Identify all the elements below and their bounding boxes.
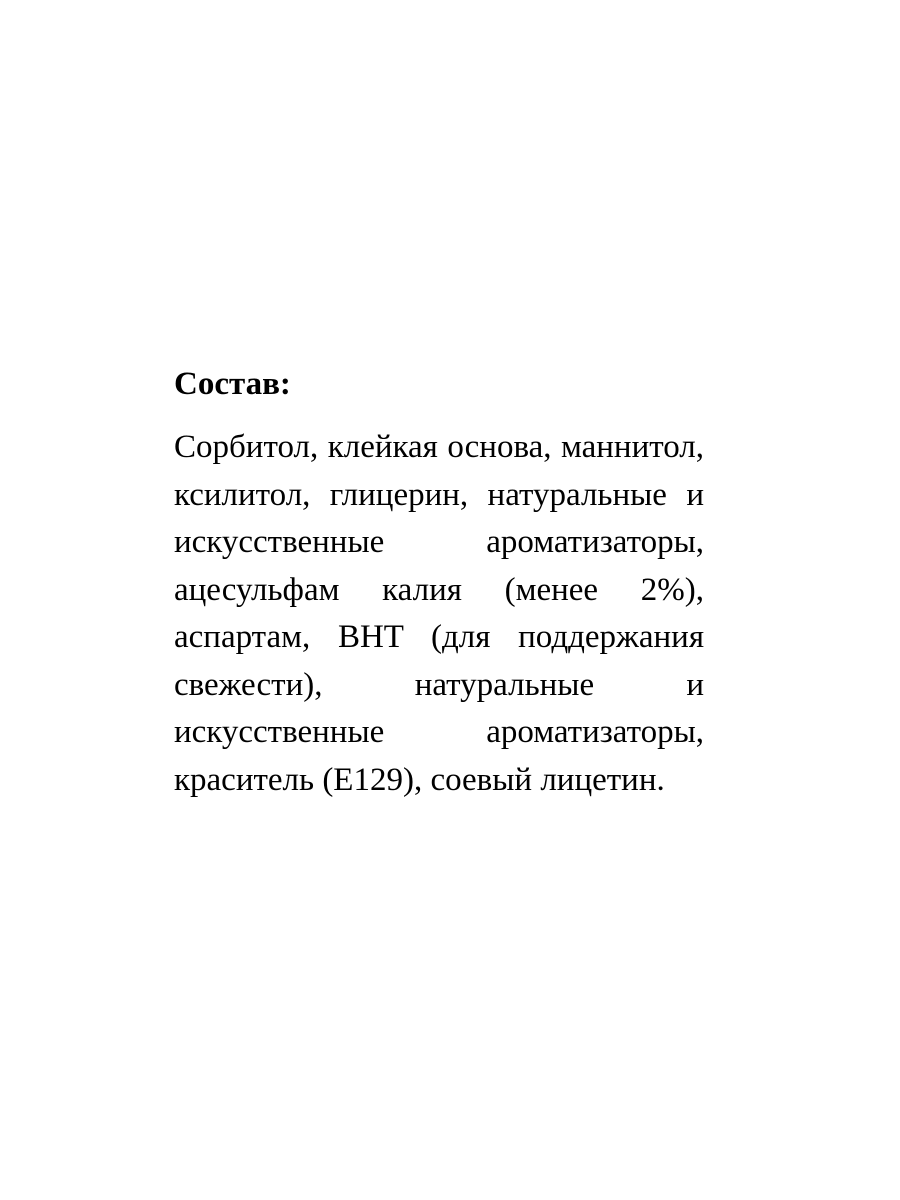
ingredients-section <box>174 362 704 804</box>
ingredients-heading: Состав: <box>174 366 291 402</box>
ingredients-text: Сорбитол, клейкая основа, маннитол, ксилитол, глицерин, натуральные и искусственные ароматизаторы, ацесульфам калия (менее 2%), аспартам, BHT (для поддержания свежести), натуральные и искусственные ароматизаторы, краситель (E129), соевый лицетин. <box>174 429 704 798</box>
